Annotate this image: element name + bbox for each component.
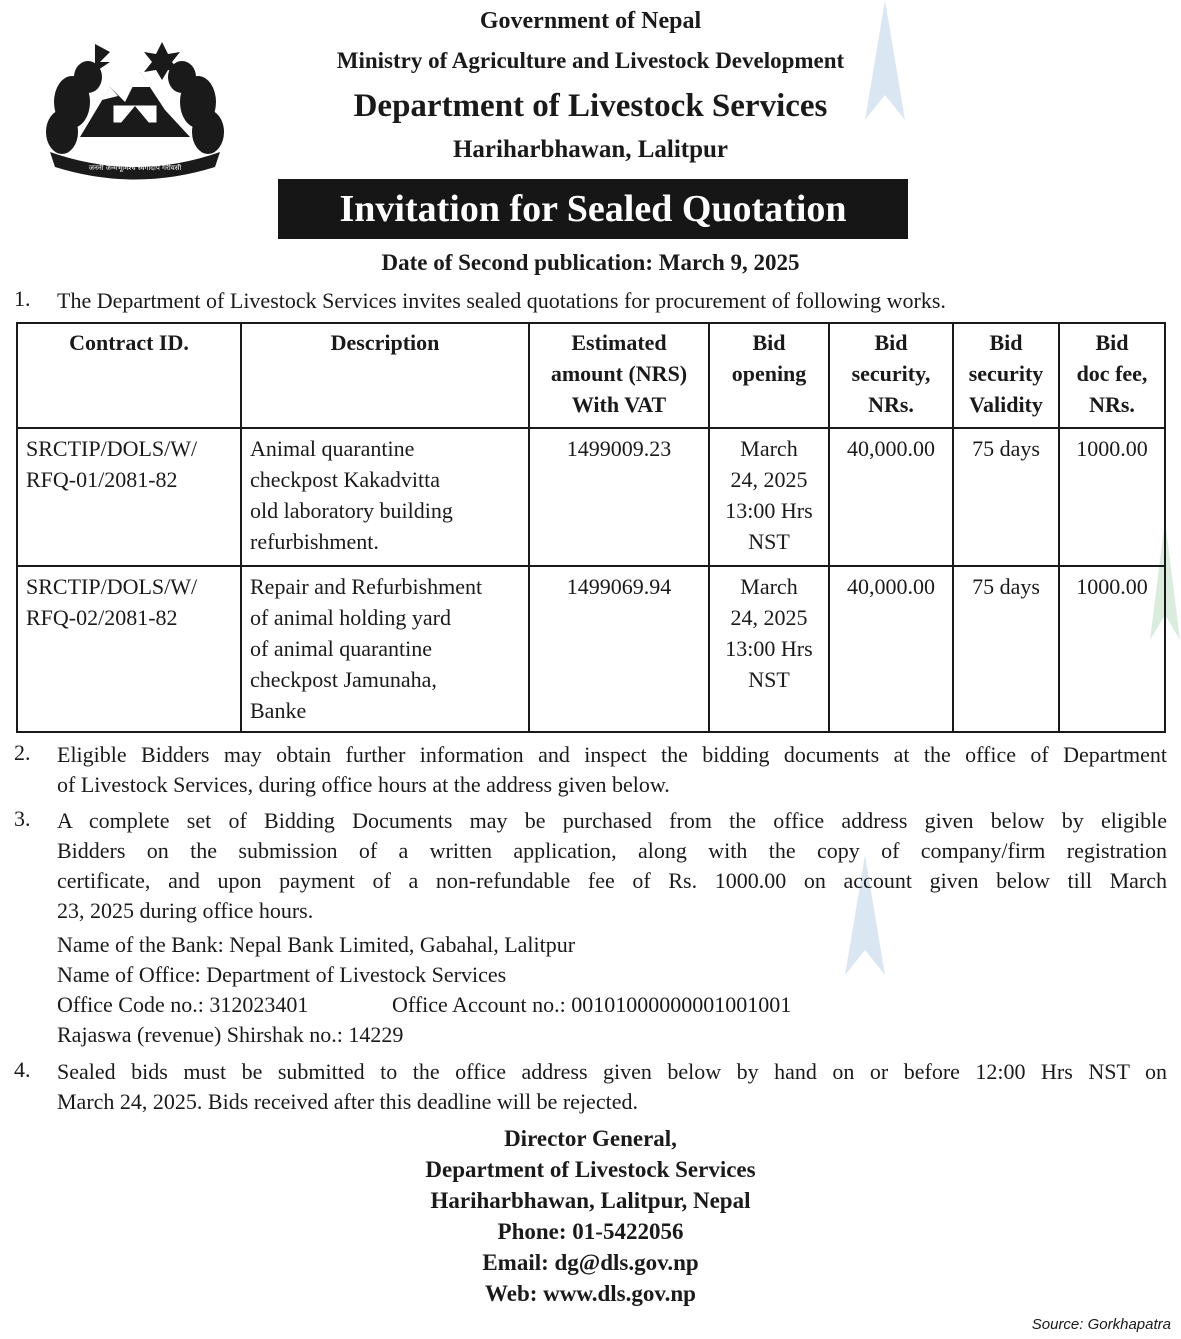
- clause-2-line: of Livestock Services, during office hours at the address given below.: [57, 772, 670, 797]
- publication-date: Date of Second publication: March 9, 2025: [381, 250, 800, 275]
- clause-1-text: [57, 286, 1167, 316]
- security-validity-cell: 75 days: [953, 566, 1059, 732]
- source-credit: Source: Gorkhapatra: [1031, 1316, 1171, 1333]
- clause-1-line: The Department of Livestock Services invites sealed quotations for procurement of following works.: [57, 288, 946, 313]
- column-header: Bid opening: [709, 323, 829, 428]
- clause-4-text: [57, 1057, 1167, 1117]
- bank-name: Name of the Bank: Nepal Bank Limited, Gabahal, Lalitpur: [57, 932, 576, 957]
- notice-title-banner: Invitation for Sealed Quotation: [278, 179, 908, 239]
- ministry-heading: Ministry of Agriculture and Livestock Development: [336, 48, 845, 73]
- table-row: [17, 428, 1165, 566]
- clause-number: 3.: [14, 806, 31, 831]
- clause-3-line: A complete set of Bidding Documents may be purchased from the office address given below by eligible: [57, 808, 1167, 833]
- table-row: [17, 566, 1165, 732]
- description-cell: Repair and Refurbishment of animal holding yard of animal quarantine checkpost Jamunaha, Banke: [241, 566, 529, 732]
- column-header: Bid security Validity: [953, 323, 1059, 428]
- government-heading: Government of Nepal: [479, 8, 702, 34]
- estimated-amount-cell: 1499069.94: [529, 566, 709, 732]
- revenue-shirshak: Rajaswa (revenue) Shirshak no.: 14229: [57, 1022, 404, 1047]
- description-cell: Animal quarantine checkpost Kakadvitta old laboratory building refurbishment.: [241, 428, 529, 566]
- clause-number: 2.: [14, 740, 31, 765]
- department-address: Hariharbhawan, Lalitpur: [452, 136, 729, 163]
- clause-2-line: Eligible Bidders may obtain further information and inspect the bidding documents at the office of Department: [57, 742, 1167, 767]
- bid-security-cell: 40,000.00: [829, 428, 953, 566]
- doc-fee-cell: 1000.00: [1059, 428, 1165, 566]
- column-header: Description: [241, 323, 529, 428]
- contact-web: Web: www.dls.gov.np: [485, 1281, 696, 1306]
- department-heading: Department of Livestock Services: [353, 88, 828, 124]
- office-code: Office Code no.: 312023401: [57, 992, 309, 1017]
- office-account-number: Office Account no.: 00101000000001001001: [392, 992, 792, 1017]
- contract-id-cell: SRCTIP/DOLS/W/ RFQ-02/2081-82: [17, 566, 241, 732]
- signatory-address: Hariharbhawan, Lalitpur, Nepal: [430, 1188, 751, 1213]
- clause-3-line: Bidders on the submission of a written application, along with the copy of company/firm registration: [57, 838, 1167, 863]
- bid-opening-cell: March 24, 2025 13:00 Hrs NST: [709, 566, 829, 732]
- clause-number: 4.: [14, 1057, 31, 1082]
- signatory-title: Director General,: [504, 1126, 677, 1151]
- bid-opening-cell: March 24, 2025 13:00 Hrs NST: [709, 428, 829, 566]
- works-table: [16, 322, 1166, 733]
- clause-3-line: 23, 2025 during office hours.: [57, 898, 314, 923]
- column-header: Bid security, NRs.: [829, 323, 953, 428]
- clause-4-line: March 24, 2025. Bids received after this deadline will be rejected.: [57, 1089, 638, 1114]
- column-header: Estimated amount (NRS) With VAT: [529, 323, 709, 428]
- clause-4-line: Sealed bids must be submitted to the office address given below by hand on or before 12:00 Hrs NST on: [57, 1059, 1167, 1084]
- signatory-department: Department of Livestock Services: [425, 1157, 756, 1182]
- contact-phone: Phone: 01-5422056: [497, 1219, 684, 1244]
- table-header-row: [17, 323, 1165, 428]
- clause-3-line: certificate, and upon payment of a non-refundable fee of Rs. 1000.00 on account given below till March: [57, 868, 1167, 893]
- estimated-amount-cell: 1499009.23: [529, 428, 709, 566]
- contract-id-cell: SRCTIP/DOLS/W/ RFQ-01/2081-82: [17, 428, 241, 566]
- office-name: Name of Office: Department of Livestock Services: [57, 962, 507, 987]
- contact-email: Email: dg@dls.gov.np: [482, 1250, 699, 1275]
- clause-2-text: [57, 740, 1167, 800]
- doc-fee-cell: 1000.00: [1059, 566, 1165, 732]
- emblem-motto: जननी जन्मभूमिश्च स्वर्गादपि गरीयसी: [88, 164, 182, 172]
- column-header: Contract ID.: [17, 323, 241, 428]
- security-validity-cell: 75 days: [953, 428, 1059, 566]
- clause-number: 1.: [14, 286, 31, 311]
- clause-3-text: [57, 806, 1167, 926]
- bid-security-cell: 40,000.00: [829, 566, 953, 732]
- column-header: Bid doc fee, NRs.: [1059, 323, 1165, 428]
